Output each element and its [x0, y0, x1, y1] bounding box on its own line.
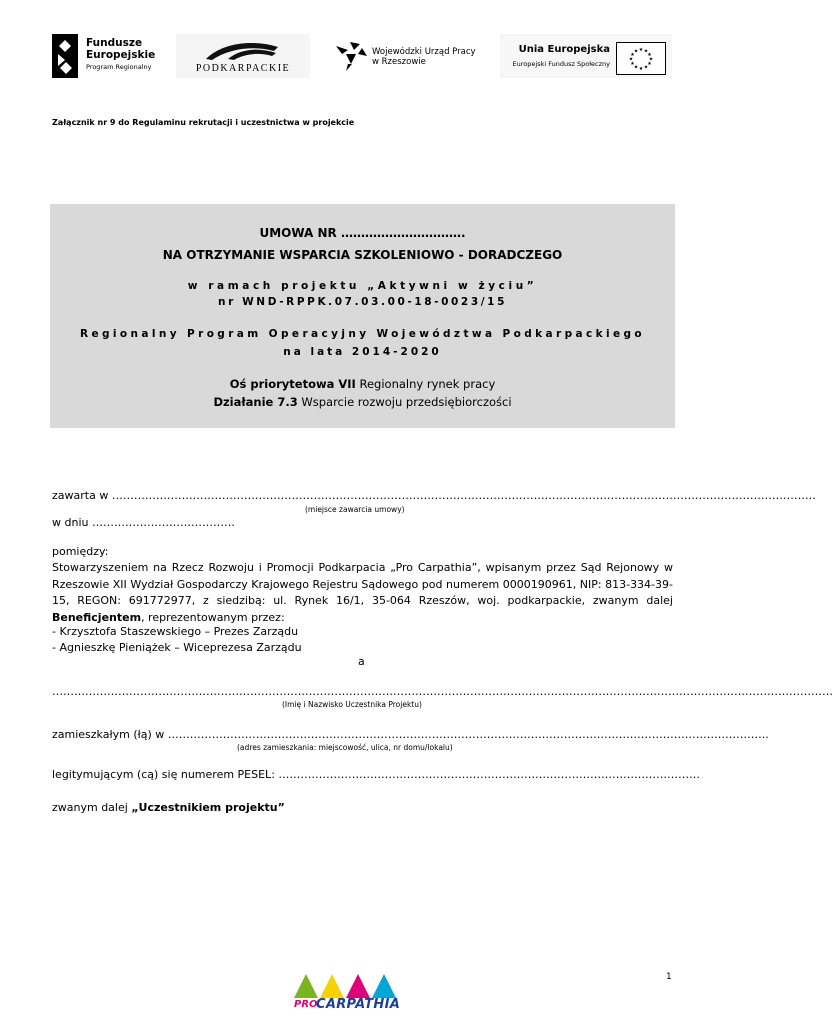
measure-label: Działanie 7.3 [213, 395, 298, 409]
priority-axis [50, 377, 675, 391]
svg-text:★: ★ [630, 61, 635, 67]
pro-carpathia-logo [294, 974, 401, 1014]
fundusze-europejskie-emblem-icon [52, 34, 78, 78]
measure-text: Wsparcie rozwoju przedsiębiorczości [297, 395, 512, 409]
wup-line1: Wojewódzki Urząd Pracy [372, 47, 476, 57]
ue-title: Unia Europejska [518, 44, 610, 55]
podkarpackie-logo [176, 34, 310, 78]
svg-text:★: ★ [648, 56, 654, 63]
representative-1: - Krzysztofa Staszewskiego – Prezes Zarządu [52, 625, 299, 638]
beneficiary-term: Beneficjentem [52, 610, 142, 624]
fundusze-europejskie-logo [52, 34, 172, 78]
contract-subtitle: NA OTRZYMANIE WSPARCIA SZKOLENIOWO - DORADCZEGO [162, 248, 563, 262]
wup-logo [334, 40, 494, 74]
measure [50, 395, 675, 409]
program-name: Regionalny Program Operacyjny Województwa Podkarpackiego [79, 328, 646, 340]
svg-text:★: ★ [638, 66, 644, 72]
program-years: na lata 2014-2020 [283, 346, 442, 358]
pesel-line: legitymującym (cą) się numerem PESEL: ……………………………………………………………………………………………………. [52, 768, 700, 781]
pc-yellow-triangle-icon [320, 974, 344, 998]
wup-line2: w Rzeszowie [372, 57, 426, 67]
svg-text:★: ★ [647, 52, 652, 58]
participant-name-line: …………………………………………………………………………………………………………………………………………………………………………………………… [52, 685, 833, 698]
date-line: w dniu ………………………………… [52, 516, 235, 529]
participant-name-hint: (Imię i Nazwisko Uczestnika Projektu) [282, 700, 422, 709]
svg-text:★: ★ [647, 61, 652, 67]
fundusze-sub: Program Regionalny [86, 63, 152, 71]
participant-term: „Uczestnikiem projektu” [131, 801, 285, 814]
pc-pro-text: PRO [294, 999, 318, 1010]
podkarpackie-wave-icon [202, 39, 282, 61]
svg-text:★: ★ [633, 48, 639, 55]
residence-hint: (adres zamieszkania: miejscowość, ulica, nr domu/lokalu) [237, 743, 453, 752]
called-prefix: zwanym dalej [52, 801, 132, 814]
svg-text:★: ★ [643, 48, 649, 55]
between-label: pomiędzy: [52, 545, 109, 558]
pc-magenta-triangle-icon [346, 974, 370, 998]
pc-carpathia-text: CARPATHIA [316, 997, 401, 1012]
contract-title: UMOWA NR …………………………. [259, 226, 466, 240]
page-number: 1 [666, 972, 672, 982]
priority-axis-text: Regionalny rynek pracy [355, 377, 496, 391]
svg-text:★: ★ [638, 47, 644, 53]
unia-europejska-logo [500, 34, 672, 78]
wup-figure-icon [334, 40, 368, 72]
residence-line: zamieszkałym (łą) w ……………………………………………………………………………………………………………………………………………….. [52, 728, 769, 741]
represented-text: , reprezentowanym przez: [141, 610, 285, 624]
concluded-in-line: zawarta w ………………………………………………………………………………………………………………………………………………………………………… [52, 489, 816, 502]
podkarpackie-text: PODKARPACKIE [195, 63, 291, 74]
concluded-in-hint: (miejsce zawarcia umowy) [305, 505, 405, 514]
representative-2: - Agnieszkę Pieniążek – Wiceprezesa Zarządu [52, 641, 302, 654]
party-paragraph [52, 560, 673, 626]
fundusze-line2: Europejskie [86, 49, 156, 61]
and-connector: a [358, 655, 365, 668]
project-number: nr WND-RPPK.07.03.00-18-0023/15 [218, 296, 507, 308]
pc-cyan-triangle-icon [372, 974, 396, 998]
participant-definition [52, 800, 285, 816]
priority-axis-label: Oś priorytetowa VII [229, 377, 356, 391]
ue-sub: Europejski Fundusz Społeczny [512, 60, 610, 68]
svg-text:★: ★ [633, 64, 639, 71]
contract-header-box [50, 204, 675, 428]
svg-text:★: ★ [628, 56, 634, 63]
svg-text:★: ★ [630, 52, 635, 58]
project-name: w ramach projektu „Aktywni w życiu” [187, 280, 538, 292]
svg-text:★: ★ [643, 64, 649, 71]
fundusze-line1: Fundusze [86, 37, 143, 49]
eu-flag-icon [616, 42, 666, 75]
pc-green-triangle-icon [294, 974, 318, 998]
party-text: Stowarzyszeniem na Rzecz Rozwoju i Promocji Podkarpacia „Pro Carpathia”, wpisanym przez Sąd Rejonowy w Rzeszowie XII Wydział Gospodarczy Krajowego Rejestru Sądowego pod numerem 0000190961, NIP: 813-334-39-15, REGON: 691772977, z siedzibą: ul. Rynek 16/1, 35-064 Rzeszów, woj. podkarpackie, zwanym dalej [52, 561, 673, 607]
annex-note: Załącznik nr 9 do Regulaminu rekrutacji i uczestnictwa w projekcie [52, 118, 355, 127]
